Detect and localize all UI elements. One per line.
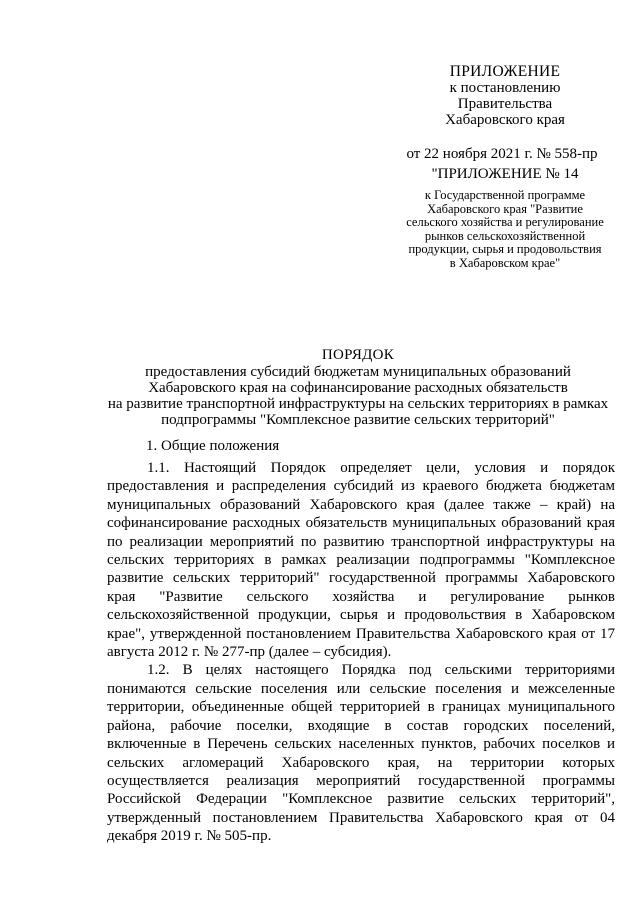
program-appendix-block <box>395 165 615 270</box>
paragraph: 1.2. В целях настоящего Порядка под сельскими территориями понимаются сельские поселения или сельские поселения и межселенные территории, объединенные общей территорией в границах муниципального района, рабочие поселки, входящие в состав городских поселений, включенные в Перечень сельских населенных пунктов, рабочих поселков и сельских агломераций Хабаровского края, на территории которых осуществляется реализация мероприятий государственной программы Российской Федерации "Комплексное развитие сельских территорий", утвержденный постановлением Правительства Хабаровского края от 04 декабря 2019 г. № 505-пр. <box>107 662 615 845</box>
paragraph: 1.1. Настоящий Порядок определяет цели, условия и порядок предоставления и распределения субсидий из краевого бюджета бюджетам муниципальных образований Хабаровского края (далее также – край) на софинансирование расходных обязательств муниципальных образований края по реализации мероприятий по развитию транспортной инфраструктуры на сельских территориях в рамках реализации подпрограммы "Комплексное развитие сельских территорий" государственной программы Хабаровского края "Развитие сельского хозяйства и регулирование рынков сельскохозяйственной продукции, сырья и продовольствия в Хабаровском крае", утвержденной постановлением Правительства Хабаровского края от 17 августа 2012 г. № 277-пр (далее – субсидия). <box>107 460 615 661</box>
program-appendix-line: продукции, сырья и продовольствия <box>408 242 602 256</box>
appendix-date: от 22 ноября 2021 г. № 558-пр <box>406 146 598 162</box>
program-appendix-title: "ПРИЛОЖЕНИЕ № 14 <box>431 166 579 182</box>
program-appendix-line: к Государственной программе <box>424 188 586 202</box>
section-heading: 1. Общие положения <box>146 438 280 454</box>
order-subtitle-line: подпрограммы "Комплексное развитие сельских территорий" <box>161 412 555 428</box>
order-heading <box>100 347 616 428</box>
appendix-line: Хабаровского края <box>445 112 565 128</box>
appendix-line: к постановлению <box>449 80 561 96</box>
program-appendix-text <box>395 189 615 270</box>
appendix-line: Правительства <box>457 96 553 112</box>
program-appendix-line: в Хабаровском крае" <box>449 255 561 270</box>
program-appendix-line: сельского хозяйства и регулирование <box>406 215 604 229</box>
order-subtitle-line: на развитие транспортной инфраструктуры на сельских территориях в рамках <box>107 396 609 412</box>
order-subtitle-line: предоставления субсидий бюджетам муниципальных образований <box>145 364 571 380</box>
program-appendix-line: Хабаровского края "Развитие <box>427 201 583 216</box>
program-appendix-line: рынков сельскохозяйственной <box>424 228 586 243</box>
order-title: ПОРЯДОК <box>321 347 395 363</box>
appendix-block <box>400 64 610 162</box>
order-subtitle-line: Хабаровского края на софинансирование расходных обязательств <box>148 380 568 396</box>
section-body <box>107 459 615 846</box>
appendix-title: ПРИЛОЖЕНИЕ <box>449 63 561 80</box>
